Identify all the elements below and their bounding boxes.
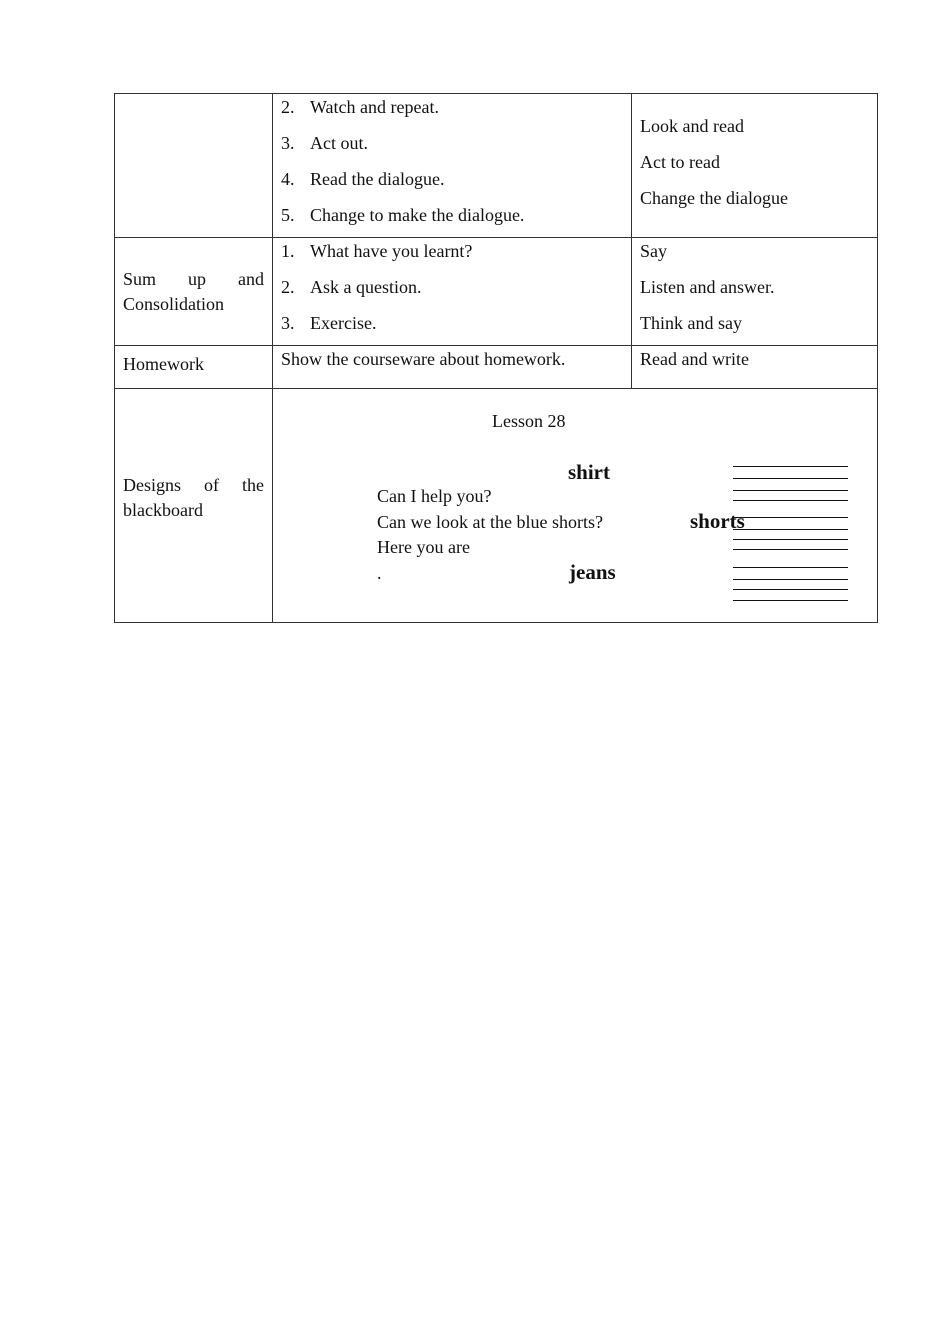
table-row xyxy=(115,94,878,238)
activity-line: Listen and answer. xyxy=(640,277,775,297)
activity-line: Look and read xyxy=(640,116,744,136)
activity-line: Change the dialogue xyxy=(640,188,788,208)
blackboard-design xyxy=(273,389,878,623)
activities-cell xyxy=(632,94,878,238)
dialogue-line: Here you are xyxy=(377,537,470,557)
list-item: 3. Act out. xyxy=(281,133,368,153)
homework-content: Show the courseware about homework. xyxy=(273,346,632,389)
stage-label: Homework xyxy=(115,346,273,389)
clothes-line xyxy=(733,539,848,540)
clothes-line xyxy=(733,589,848,590)
list-item: 3. Exercise. xyxy=(281,313,377,333)
stage-cell xyxy=(115,94,273,238)
clothes-line xyxy=(733,529,848,530)
clothes-line xyxy=(733,466,848,467)
clothes-line xyxy=(733,517,848,518)
table-row xyxy=(115,238,878,346)
homework-activity: Read and write xyxy=(632,346,878,389)
list-item: 2. Watch and repeat. xyxy=(281,97,439,117)
list-item: 2. Ask a question. xyxy=(281,277,422,297)
steps-cell xyxy=(273,238,632,346)
activity-line: Say xyxy=(640,241,667,261)
activity-line: Think and say xyxy=(640,313,742,333)
dialogue-line: Can we look at the blue shorts? xyxy=(377,512,603,532)
stage-label: Sum up and Consolidation xyxy=(115,238,273,346)
steps-cell xyxy=(273,94,632,238)
lesson-plan-table xyxy=(114,93,878,623)
activities-cell xyxy=(632,238,878,346)
clothes-line xyxy=(733,549,848,550)
clothes-line xyxy=(733,600,848,601)
list-item: 5. Change to make the dialogue. xyxy=(281,205,525,225)
word-shorts: shorts xyxy=(690,509,745,533)
clothes-line xyxy=(733,478,848,479)
clothes-line xyxy=(733,500,848,501)
clothes-line xyxy=(733,490,848,491)
clothes-line xyxy=(733,567,848,568)
word-shirt: shirt xyxy=(568,460,610,484)
table-row xyxy=(115,389,878,623)
dialogue-line: . xyxy=(377,563,382,583)
dialogue-line: Can I help you? xyxy=(377,486,492,506)
table-row xyxy=(115,346,878,389)
word-jeans: jeans xyxy=(569,560,616,584)
activity-line: Act to read xyxy=(640,152,720,172)
stage-label: Designs of the blackboard xyxy=(115,389,273,623)
list-item: 1. What have you learnt? xyxy=(281,241,473,261)
blackboard-title: Lesson 28 xyxy=(492,411,566,431)
clothes-line xyxy=(733,579,848,580)
list-item: 4. Read the dialogue. xyxy=(281,169,445,189)
